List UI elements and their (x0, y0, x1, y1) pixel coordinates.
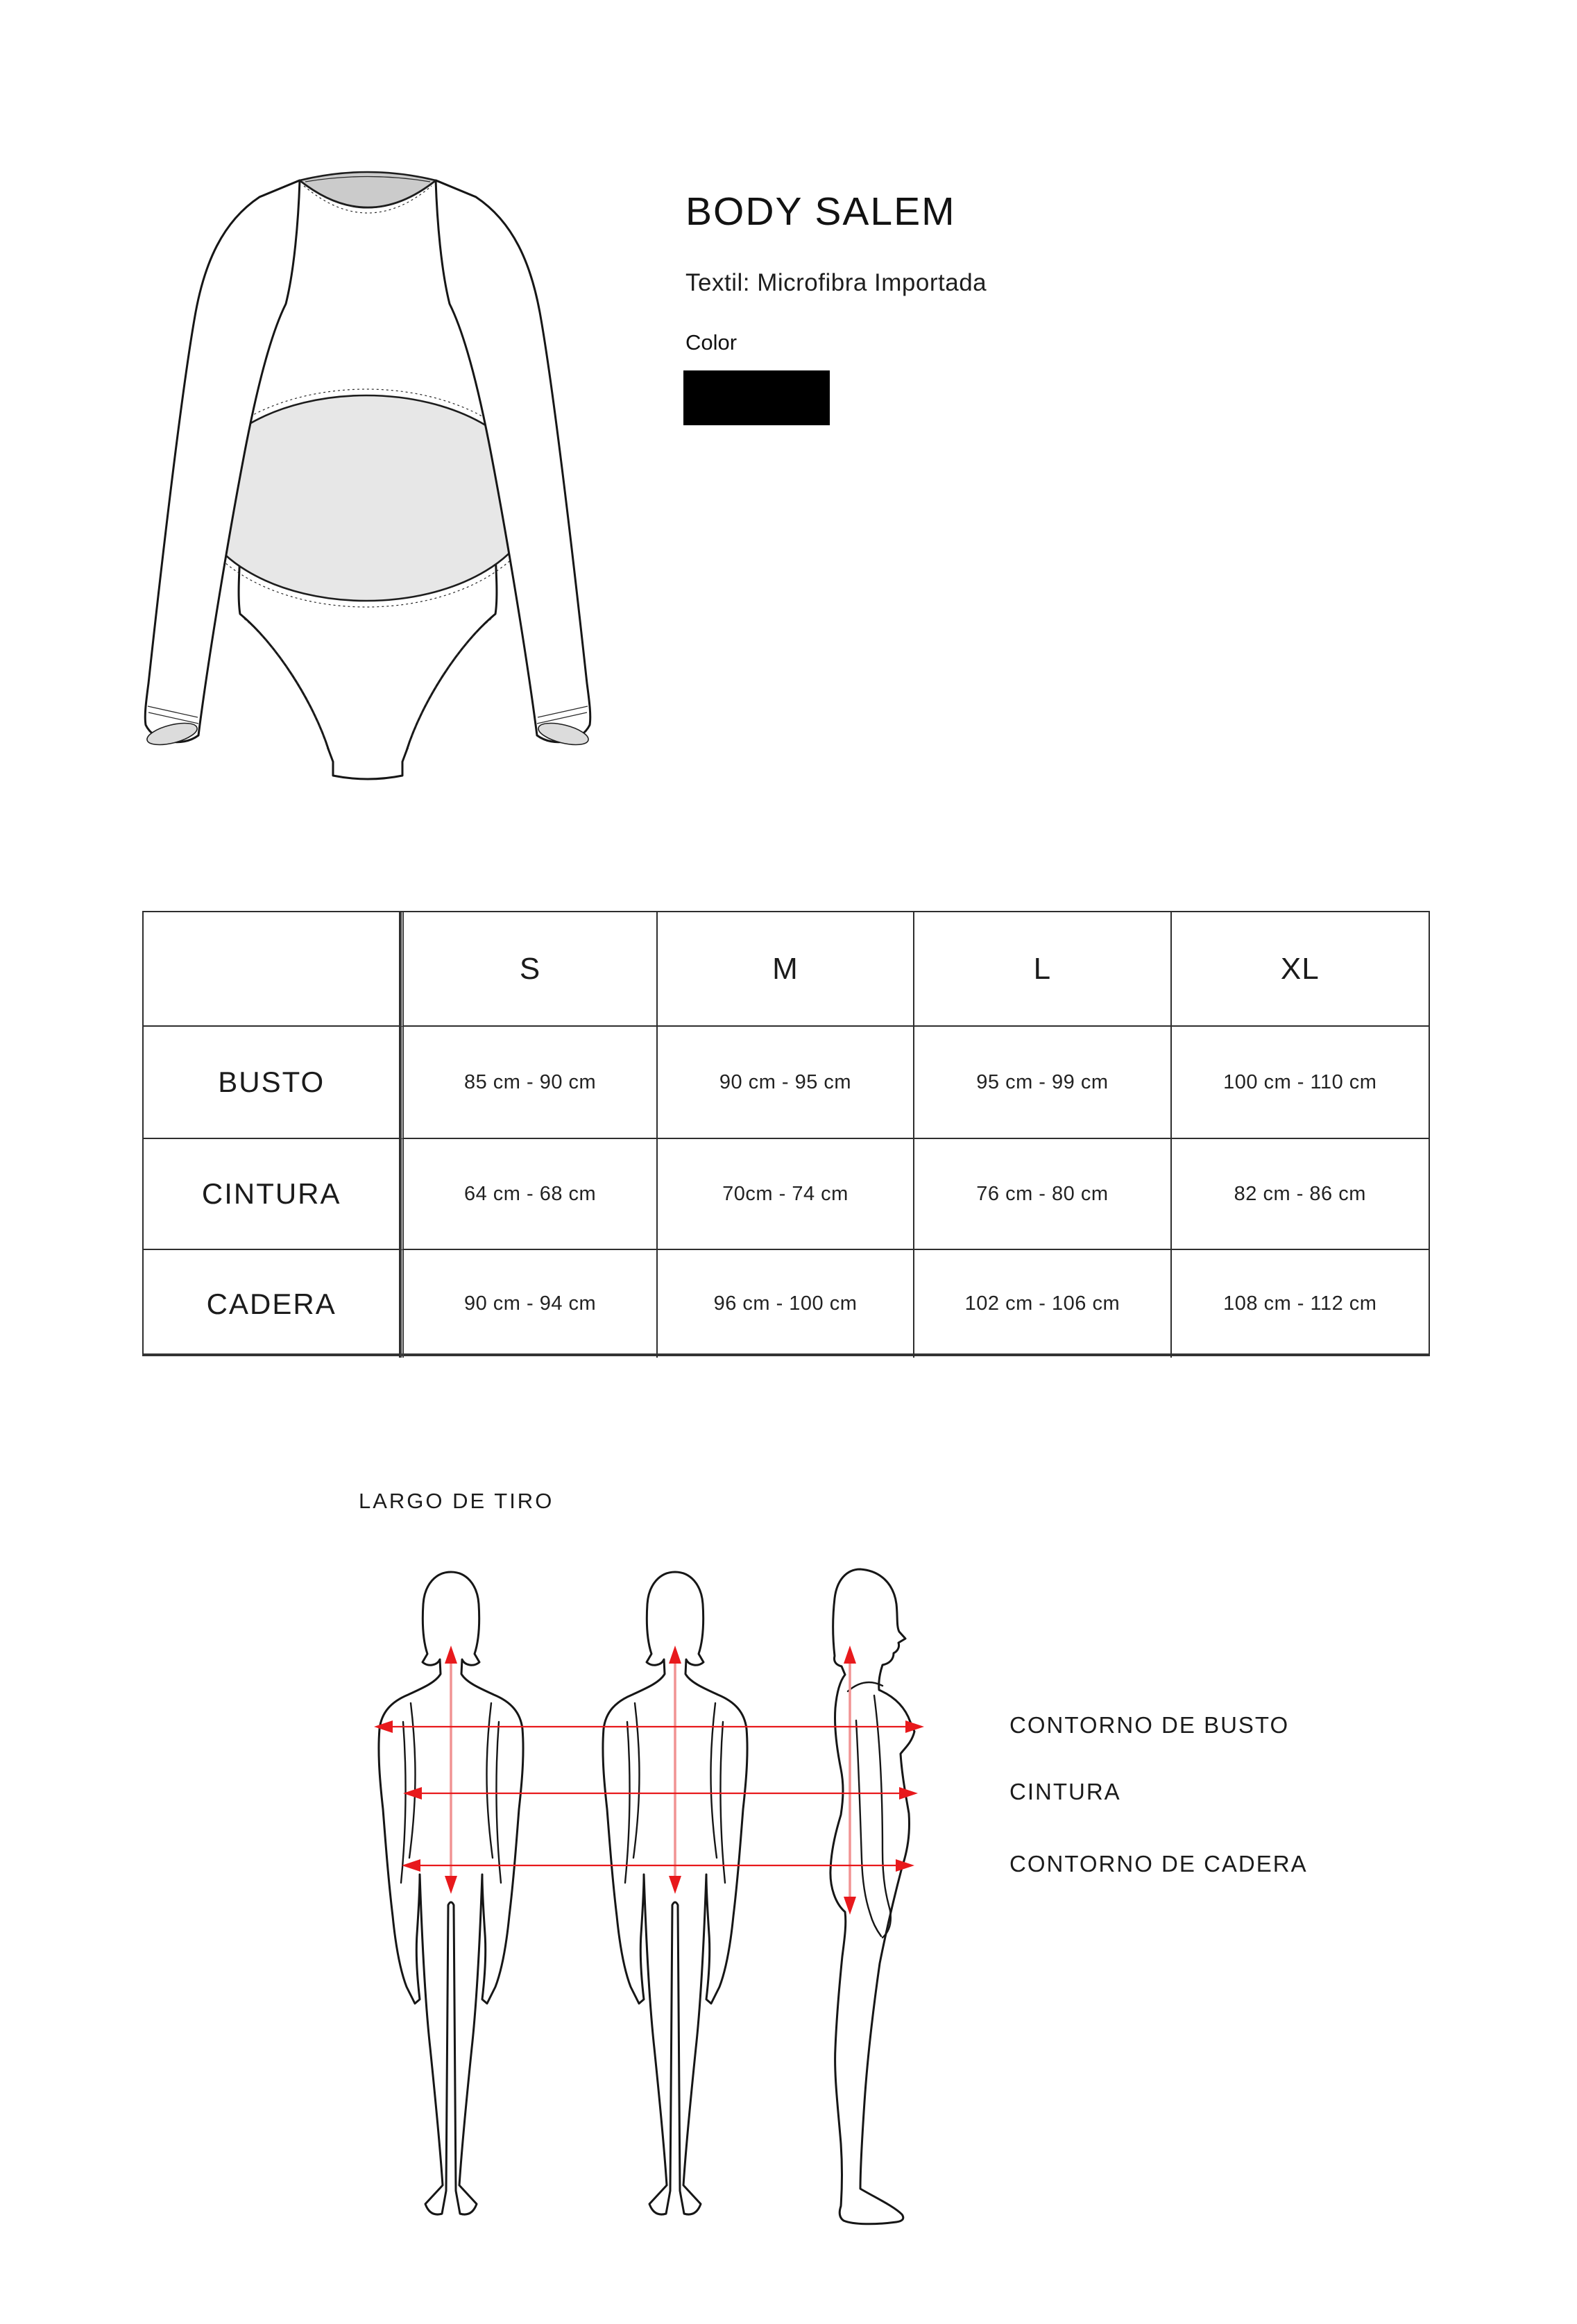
cell-cadera-m: 96 cm - 100 cm (658, 1250, 914, 1358)
cell-cadera-s: 90 cm - 94 cm (400, 1250, 657, 1358)
cell-cadera-xl: 108 cm - 112 cm (1223, 1292, 1377, 1315)
size-table (142, 911, 1430, 1356)
label-contorno-busto: CONTORNO DE BUSTO (1009, 1712, 1290, 1738)
bodysuit-technical-drawing (139, 163, 604, 787)
row-label-busto: BUSTO (144, 1027, 400, 1139)
cell-cintura-l: 76 cm - 80 cm (914, 1139, 1171, 1250)
size-col-header-s: S (400, 912, 657, 1027)
figure-side (830, 1569, 914, 2224)
cell-cintura-xl: 82 cm - 86 cm (1172, 1139, 1429, 1250)
color-swatch (683, 370, 830, 425)
cell-cintura-s: 64 cm - 68 cm (400, 1139, 657, 1250)
color-label: Color (685, 330, 738, 354)
row-label-cintura: CINTURA (144, 1139, 400, 1250)
page-title: BODY SALEM (685, 189, 956, 234)
largo-de-tiro-label: LARGO DE TIRO (359, 1489, 554, 1513)
label-cintura: CINTURA (1009, 1779, 1121, 1804)
size-col-header-xl: XL (1172, 912, 1429, 1027)
cell-busto-xl: 100 cm - 110 cm (1172, 1027, 1429, 1139)
measurement-figures (312, 1554, 1117, 2248)
cell-busto-l: 95 cm - 99 cm (914, 1027, 1171, 1139)
textile-info: Textil: Microfibra Importada (685, 269, 987, 296)
size-col-header-m: M (658, 912, 914, 1027)
cell-busto-s: 85 cm - 90 cm (400, 1027, 657, 1139)
row-label-cadera: CADERA (144, 1250, 400, 1358)
size-col-header-l: L (914, 912, 1171, 1027)
cell-cadera-l: 102 cm - 106 cm (914, 1250, 1171, 1358)
cell-cintura-m: 70cm - 74 cm (658, 1139, 914, 1250)
corner-cell (144, 912, 400, 1027)
label-contorno-cadera: CONTORNO DE CADERA (1009, 1851, 1308, 1877)
cell-busto-m: 90 cm - 95 cm (658, 1027, 914, 1139)
